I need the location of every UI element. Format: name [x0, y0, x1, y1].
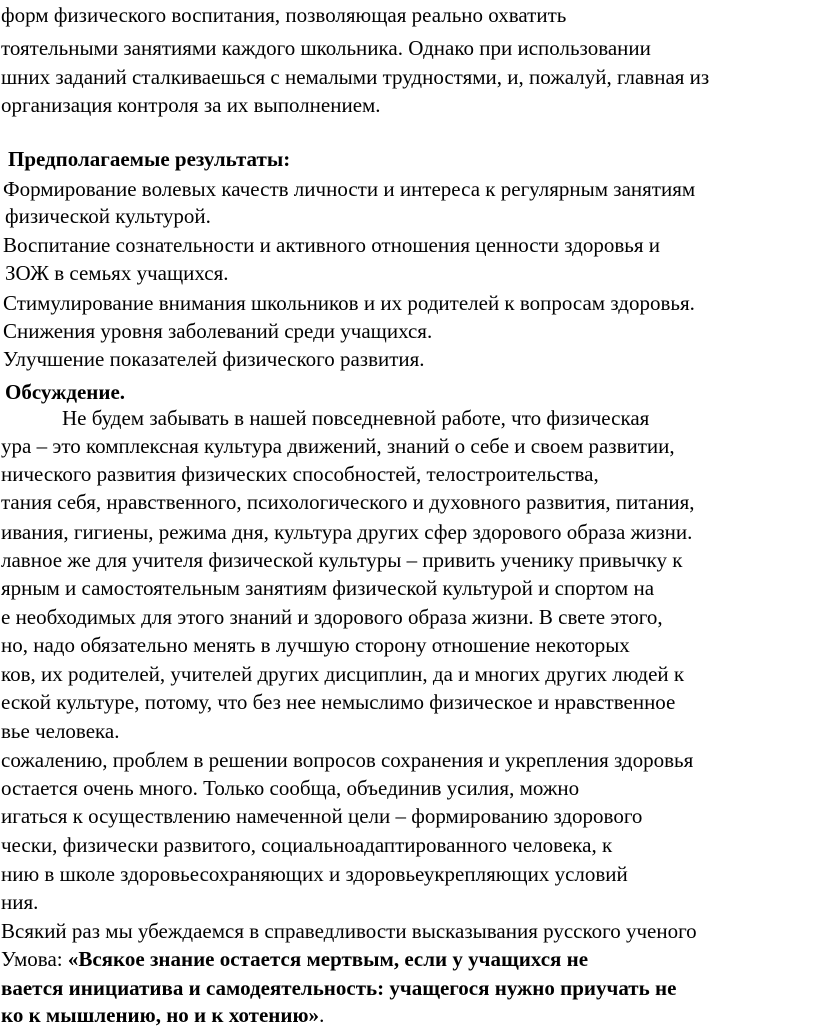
discussion-line: Всякий раз мы убеждаемся в справедливости высказывания русского ученого	[1, 919, 697, 943]
discussion-line: ния.	[1, 890, 39, 914]
quote-text: «Всякое знание остается мертвым, если у учащихся не	[67, 947, 589, 971]
discussion-line: сожалению, проблем в решении вопросов сохранения и укрепления здоровья	[1, 748, 694, 772]
discussion-line: еской культуре, потому, что без нее немыслимо физическое и нравственное	[1, 690, 676, 714]
results-heading: Предполагаемые результаты:	[8, 147, 291, 171]
discussion-line: ивания, гигиены, режима дня, культура других сфер здорового образа жизни.	[1, 520, 693, 544]
discussion-line: Не будем забывать в нашей повседневной работе, что физическая	[62, 406, 650, 430]
discussion-line: вье человека.	[1, 719, 120, 743]
text-line: шних заданий сталкиваешься с немалыми трудностями, и, пожалуй, главная из	[1, 65, 710, 89]
quote-text: ко к мышлению, но и к хотению»	[1, 1003, 320, 1027]
discussion-line: тания себя, нравственного, психологического и духовного развития, питания,	[1, 490, 695, 514]
result-item: Воспитание сознательности и активного отношения ценности здоровья и	[3, 233, 661, 257]
text-line: организация контроля за их выполнением.	[1, 93, 381, 117]
discussion-line: е необходимых для этого знаний и здорового образа жизни. В свете этого,	[1, 605, 663, 629]
discussion-line: ярным и самостоятельным занятиям физической культурой и спортом на	[1, 576, 655, 600]
text-line: тоятельными занятиями каждого школьника. Однако при использовании	[1, 36, 651, 60]
result-item: Формирование волевых качеств личности и интереса к регулярным занятиям	[3, 177, 696, 201]
discussion-line: игаться к осуществлению намеченной цели – формированию здорового	[1, 804, 643, 828]
result-item-continuation: физической культурой.	[5, 204, 211, 228]
discussion-line: нию в школе здоровьесохраняющих и здоровьеукрепляющих условий	[1, 862, 628, 886]
result-item: Стимулирование внимания школьников и их родителей к вопросам здоровья.	[3, 291, 695, 315]
result-item: Снижения уровня заболеваний среди учащихся.	[3, 319, 433, 343]
text-line: форм физического воспитания, позволяющая реально охватить	[1, 3, 567, 27]
result-item-continuation: ЗОЖ в семьях учащихся.	[5, 261, 229, 285]
discussion-line: лавное же для учителя физической культуры – привить ученику привычку к	[1, 548, 683, 572]
discussion-line: нического развития физических способностей, телостроительства,	[1, 462, 599, 486]
quote-prefix: Умова:	[1, 947, 68, 971]
discussion-heading: Обсуждение.	[5, 380, 126, 404]
quote-end: .	[319, 1003, 325, 1027]
discussion-line: но, надо обязательно менять в лучшую сторону отношение некоторых	[1, 633, 630, 657]
discussion-line: чески, физически развитого, социальноадаптированного человека, к	[1, 833, 613, 857]
quote-line: вается инициатива и самодеятельность: учащегося нужно приучать не	[1, 976, 677, 1000]
quote-line	[1, 946, 588, 974]
discussion-line: остается очень много. Только сообща, объединив усилия, можно	[1, 776, 580, 800]
discussion-line: ков, их родителей, учителей других дисциплин, да и многих других людей к	[1, 662, 685, 686]
quote-line	[1, 1002, 324, 1028]
result-item: Улучшение показателей физического развития.	[3, 347, 425, 371]
discussion-line: ура – это комплексная культура движений, знаний о себе и своем развитии,	[1, 434, 675, 458]
